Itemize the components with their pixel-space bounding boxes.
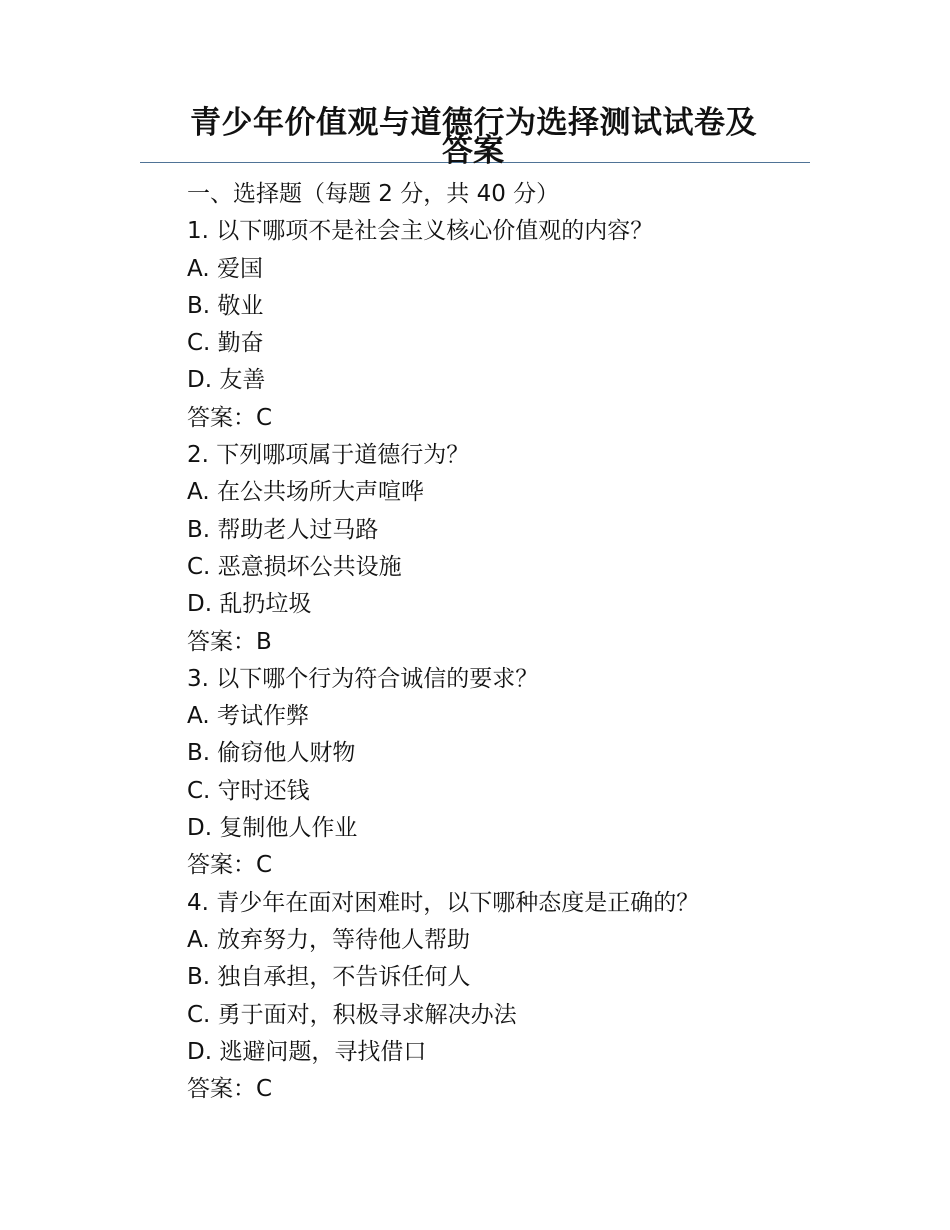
option-a: A. 考试作弊	[187, 703, 309, 730]
question-text: 4. 青少年在面对困难时，以下哪种态度是正确的？	[187, 889, 700, 916]
title-line-2: 答案	[442, 133, 504, 169]
option-b: B. 偷窃他人财物	[187, 740, 356, 767]
question-block	[187, 213, 867, 437]
option-d: D. 乱扔垃圾	[187, 591, 312, 618]
option-c: C. 恶意损坏公共设施	[187, 553, 402, 580]
option-c: C. 勤奋	[187, 330, 264, 357]
answer-line: 答案：C	[187, 404, 273, 431]
question-block	[187, 661, 867, 885]
question-text: 3. 以下哪个行为符合诚信的要求？	[187, 665, 539, 692]
question-block	[187, 437, 867, 661]
answer-line: 答案：B	[187, 628, 272, 655]
answer-line: 答案：C	[187, 852, 273, 879]
option-d: D. 逃避问题，寻找借口	[187, 1038, 427, 1065]
option-d: D. 友善	[187, 367, 266, 394]
option-c: C. 守时还钱	[187, 777, 310, 804]
option-d: D. 复制他人作业	[187, 815, 358, 842]
document-body	[187, 176, 867, 1108]
option-b: B. 独自承担，不告诉任何人	[187, 964, 471, 991]
option-c: C. 勇于面对，积极寻求解决办法	[187, 1001, 517, 1028]
document-title	[140, 104, 810, 169]
question-block	[187, 885, 867, 1109]
title-line-1: 青少年价值观与道德行为选择测试试卷及	[190, 105, 757, 141]
option-b: B. 帮助老人过马路	[187, 516, 379, 543]
question-text: 2. 下列哪项属于道德行为？	[187, 442, 470, 469]
option-a: A. 爱国	[187, 255, 263, 282]
section-heading: 一、选择题（每题 2 分，共 40 分）	[187, 181, 560, 207]
answer-line: 答案：C	[187, 1076, 273, 1103]
option-a: A. 在公共场所大声喧哗	[187, 479, 424, 506]
question-text: 1. 以下哪项不是社会主义核心价值观的内容？	[187, 218, 654, 245]
option-b: B. 敬业	[187, 292, 264, 319]
option-a: A. 放弃努力，等待他人帮助	[187, 926, 470, 953]
